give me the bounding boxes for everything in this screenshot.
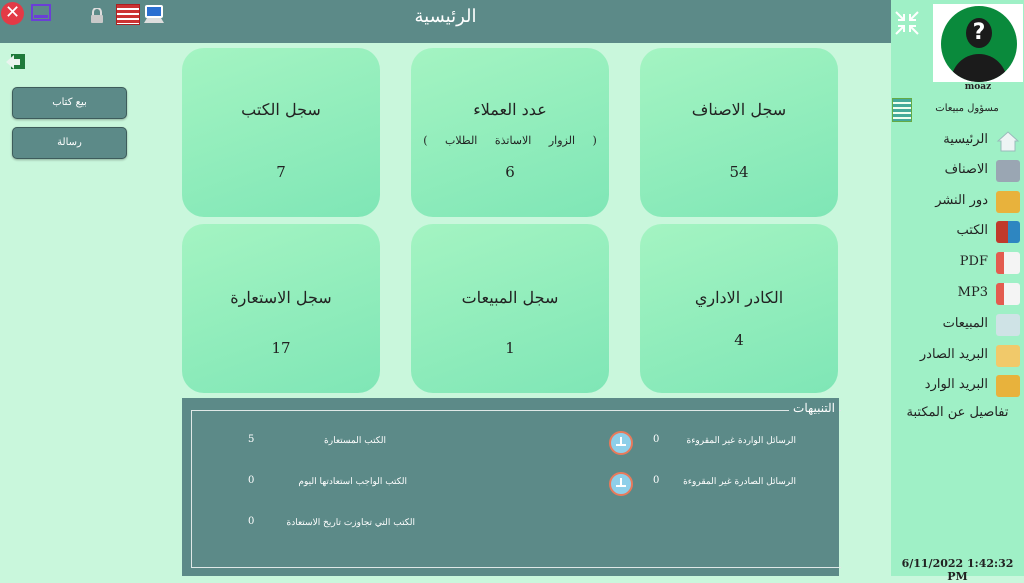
sidebar-item-label: البريد الوارد — [924, 377, 988, 392]
card-value: 1 — [505, 339, 515, 357]
abacus-icon — [892, 98, 912, 122]
card-value: 54 — [729, 163, 749, 181]
header-bar — [0, 0, 891, 43]
card-title: الكادر الاداري — [694, 288, 784, 307]
card-borrowing-log[interactable] — [182, 224, 380, 393]
card-title: عدد العملاء — [473, 100, 547, 119]
sidebar-item-sales[interactable] — [891, 312, 1024, 340]
sell-book-button[interactable]: بيع كتاب — [12, 87, 127, 119]
sidebar-item-label: الكتب — [956, 223, 988, 238]
card-categories-log[interactable] — [640, 48, 838, 217]
card-title: سجل الاستعارة — [230, 288, 332, 307]
card-title: سجل الاصناف — [691, 100, 787, 119]
pdf-icon — [996, 252, 1020, 274]
sidebar — [891, 0, 1024, 576]
card-value: 17 — [271, 339, 291, 357]
alert-label-borrowed: الكتب المستعارة — [324, 436, 386, 446]
lock-icon[interactable] — [90, 8, 104, 23]
sidebar-item-label: MP3 — [957, 285, 988, 300]
folder-icon — [996, 191, 1020, 213]
home-icon — [996, 130, 1020, 152]
collapse-icon[interactable] — [894, 10, 920, 36]
sidebar-item-pdf[interactable] — [891, 250, 1024, 278]
sidebar-item-publishers[interactable] — [891, 189, 1024, 217]
user-role: مسؤول مبيعات — [935, 103, 999, 114]
sidebar-item-library-info[interactable]: تفاصيل عن المكتبة — [906, 405, 1009, 420]
alert-value-unread-outbox: 0 — [653, 475, 660, 486]
card-subtitle: ( الزوار الاساتذة الطلاب ) — [423, 134, 597, 147]
sidebar-item-label: المبيعات — [942, 316, 988, 331]
alert-label-unread-outbox: الرسائل الصادرة غير المقروءة — [683, 477, 796, 487]
outbox-icon — [996, 345, 1020, 367]
alert-value-unread-inbox: 0 — [653, 434, 660, 445]
back-icon[interactable] — [5, 52, 27, 72]
user-avatar-icon — [941, 6, 1017, 82]
sidebar-item-label: الاصناف — [944, 162, 988, 177]
alert-value-overdue: 0 — [248, 516, 255, 527]
card-admin-staff[interactable] — [640, 224, 838, 393]
card-sales-log[interactable] — [411, 224, 609, 393]
alert-value-due-today: 0 — [248, 475, 255, 486]
status-datetime: 6/11/2022 1:42:32 PM — [901, 557, 1014, 583]
card-value: 7 — [276, 163, 286, 181]
message-button[interactable]: رسالة — [12, 127, 127, 159]
alert-label-unread-inbox: الرسائل الواردة غير المقروءة — [686, 436, 796, 446]
computer-icon[interactable] — [142, 3, 166, 25]
card-clients-count[interactable] — [411, 48, 609, 217]
sidebar-item-outbox[interactable] — [891, 343, 1024, 371]
minimize-icon[interactable] — [31, 4, 51, 21]
alert-label-overdue: الكتب التي تجاوزت تاريخ الاستعادة — [286, 518, 415, 528]
clock-icon — [609, 431, 633, 455]
page-title: الرئيسية — [414, 6, 477, 27]
alerts-frame — [191, 410, 841, 568]
sidebar-item-inbox[interactable] — [891, 373, 1024, 401]
sidebar-item-label: الرئيسية — [943, 132, 988, 147]
alerts-panel — [182, 398, 839, 576]
alert-label-due-today: الكتب الواجب استعادتها اليوم — [298, 477, 407, 487]
sales-icon — [996, 314, 1020, 336]
sidebar-item-mp3[interactable] — [891, 281, 1024, 309]
books-icon — [996, 221, 1020, 243]
mp3-icon — [996, 283, 1020, 305]
inbox-icon — [996, 375, 1020, 397]
card-title: سجل الكتب — [241, 100, 321, 119]
card-books-log[interactable] — [182, 48, 380, 217]
sidebar-item-home[interactable] — [891, 128, 1024, 156]
sidebar-item-categories[interactable] — [891, 158, 1024, 186]
card-title: سجل المبيعات — [461, 288, 559, 307]
alerts-title: التنبيهات — [789, 401, 839, 415]
sidebar-item-label: دور النشر — [935, 193, 988, 208]
avatar[interactable] — [933, 4, 1023, 82]
username: moaz — [964, 82, 992, 92]
clock-icon — [609, 472, 633, 496]
keyboard-icon — [996, 160, 1020, 182]
alert-value-borrowed: 5 — [248, 434, 255, 445]
card-value: 6 — [505, 163, 515, 181]
sidebar-item-label: البريد الصادر — [919, 347, 988, 362]
avatar-body — [951, 54, 1007, 82]
close-button[interactable]: ✕ — [1, 2, 24, 25]
sidebar-item-label: PDF — [959, 254, 988, 269]
database-icon[interactable] — [116, 4, 140, 25]
card-value: 4 — [734, 331, 744, 349]
question-mark-icon: ? — [972, 20, 986, 45]
sidebar-item-books[interactable] — [891, 219, 1024, 247]
